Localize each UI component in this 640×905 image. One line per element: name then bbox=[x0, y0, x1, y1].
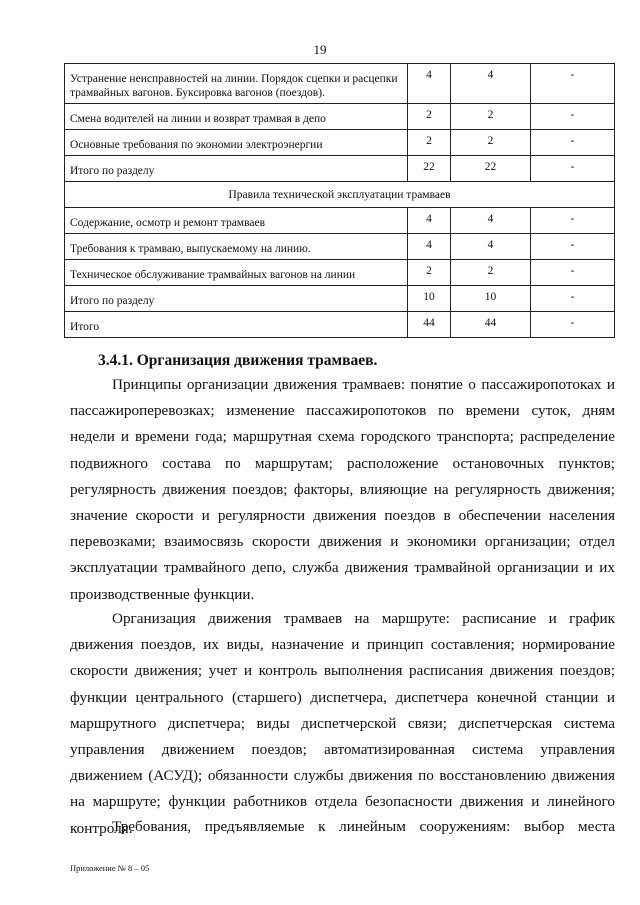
table-row bbox=[65, 130, 615, 156]
row-practice-cell: - bbox=[531, 130, 615, 156]
table-row bbox=[65, 104, 615, 130]
row-total-cell: 2 bbox=[408, 130, 451, 156]
row-name-cell: Итого по разделу bbox=[65, 286, 408, 312]
table-row bbox=[65, 208, 615, 234]
row-practice-cell: - bbox=[531, 104, 615, 130]
table-row bbox=[65, 312, 615, 338]
curriculum-table bbox=[64, 63, 615, 338]
row-practice-cell: - bbox=[531, 234, 615, 260]
paragraph-route-organization: Организация движения трамваев на маршруте: расписание и график движения поездов, их виды, назначение и принцип составления; нормирование скорости движения; учет и контроль выполнения расписания движения поездов; функции центрального (старшего) диспетчера, диспетчера конечной станции и маршрутного диспетчера; виды диспетчерской связи; диспетчерская система управления движением поездов; автоматизированная система управления движением (АСУД); обязанности службы движения по восстановлению движения на маршруте; функции работников отдела безопасности движения и линейного контроля. bbox=[70, 610, 615, 837]
row-total-cell: 4 bbox=[408, 64, 451, 104]
row-name-cell: Техническое обслуживание трамвайных вагонов на линии bbox=[65, 260, 408, 286]
row-theory-cell: 10 bbox=[451, 286, 531, 312]
row-name-cell: Требования к трамваю, выпускаемому на линию. bbox=[65, 234, 408, 260]
row-name-cell: Устранение неисправностей на линии. Порядок сцепки и расцепки трамвайных вагонов. Буксировка вагонов (поездов). bbox=[65, 64, 408, 104]
row-name-cell: Основные требования по экономии электроэнергии bbox=[65, 130, 408, 156]
row-theory-cell: 2 bbox=[451, 260, 531, 286]
footer-appendix: Приложение № 8 – 05 bbox=[70, 863, 150, 873]
paragraph-principles: Принципы организации движения трамваев: понятие о пассажиропотоках и пассажироперевозках; изменение пассажиропотоков по времени суток, дням недели и времени года; маршрутная схема городского транспорта; распределение подвижного состава по маршрутам; расположение остановочных пунктов; регулярность движения поездов; факторы, влияющие на регулярность движения; значение скорости и регулярности движения поездов в обеспечении населения перевозками; взаимосвязь скорости движения и экономики организации; отдел эксплуатации трамвайного депо, служба движения трамвайной организации и их производственные функции. bbox=[70, 376, 615, 603]
row-theory-cell: 2 bbox=[451, 130, 531, 156]
row-total-cell: 2 bbox=[408, 260, 451, 286]
row-theory-cell: 4 bbox=[451, 64, 531, 104]
row-theory-cell: 4 bbox=[451, 234, 531, 260]
row-total-cell: 44 bbox=[408, 312, 451, 338]
table-row bbox=[65, 260, 615, 286]
section-heading: 3.4.1. Организация движения трамваев. bbox=[98, 352, 378, 369]
row-name-cell: Итого по разделу bbox=[65, 156, 408, 182]
paragraph-line-structures: Требования, предъявляемые к линейным сооружениям: выбор места bbox=[112, 818, 615, 835]
table-row bbox=[65, 64, 615, 104]
table-row bbox=[65, 286, 615, 312]
row-theory-cell: 44 bbox=[451, 312, 531, 338]
table-row bbox=[65, 156, 615, 182]
row-name-cell: Итого bbox=[65, 312, 408, 338]
row-total-cell: 4 bbox=[408, 208, 451, 234]
row-total-cell: 4 bbox=[408, 234, 451, 260]
row-practice-cell: - bbox=[531, 260, 615, 286]
row-name-cell: Содержание, осмотр и ремонт трамваев bbox=[65, 208, 408, 234]
row-practice-cell: - bbox=[531, 286, 615, 312]
section-title: Правила технической эксплуатации трамваев bbox=[65, 182, 615, 208]
row-theory-cell: 4 bbox=[451, 208, 531, 234]
row-name-cell: Смена водителей на линии и возврат трамвая в депо bbox=[65, 104, 408, 130]
row-practice-cell: - bbox=[531, 156, 615, 182]
section-row bbox=[65, 182, 615, 208]
row-theory-cell: 2 bbox=[451, 104, 531, 130]
table-row bbox=[65, 234, 615, 260]
row-total-cell: 2 bbox=[408, 104, 451, 130]
row-practice-cell: - bbox=[531, 208, 615, 234]
row-practice-cell: - bbox=[531, 312, 615, 338]
row-total-cell: 10 bbox=[408, 286, 451, 312]
row-theory-cell: 22 bbox=[451, 156, 531, 182]
page-number: 19 bbox=[313, 42, 327, 57]
row-total-cell: 22 bbox=[408, 156, 451, 182]
row-practice-cell: - bbox=[531, 64, 615, 104]
